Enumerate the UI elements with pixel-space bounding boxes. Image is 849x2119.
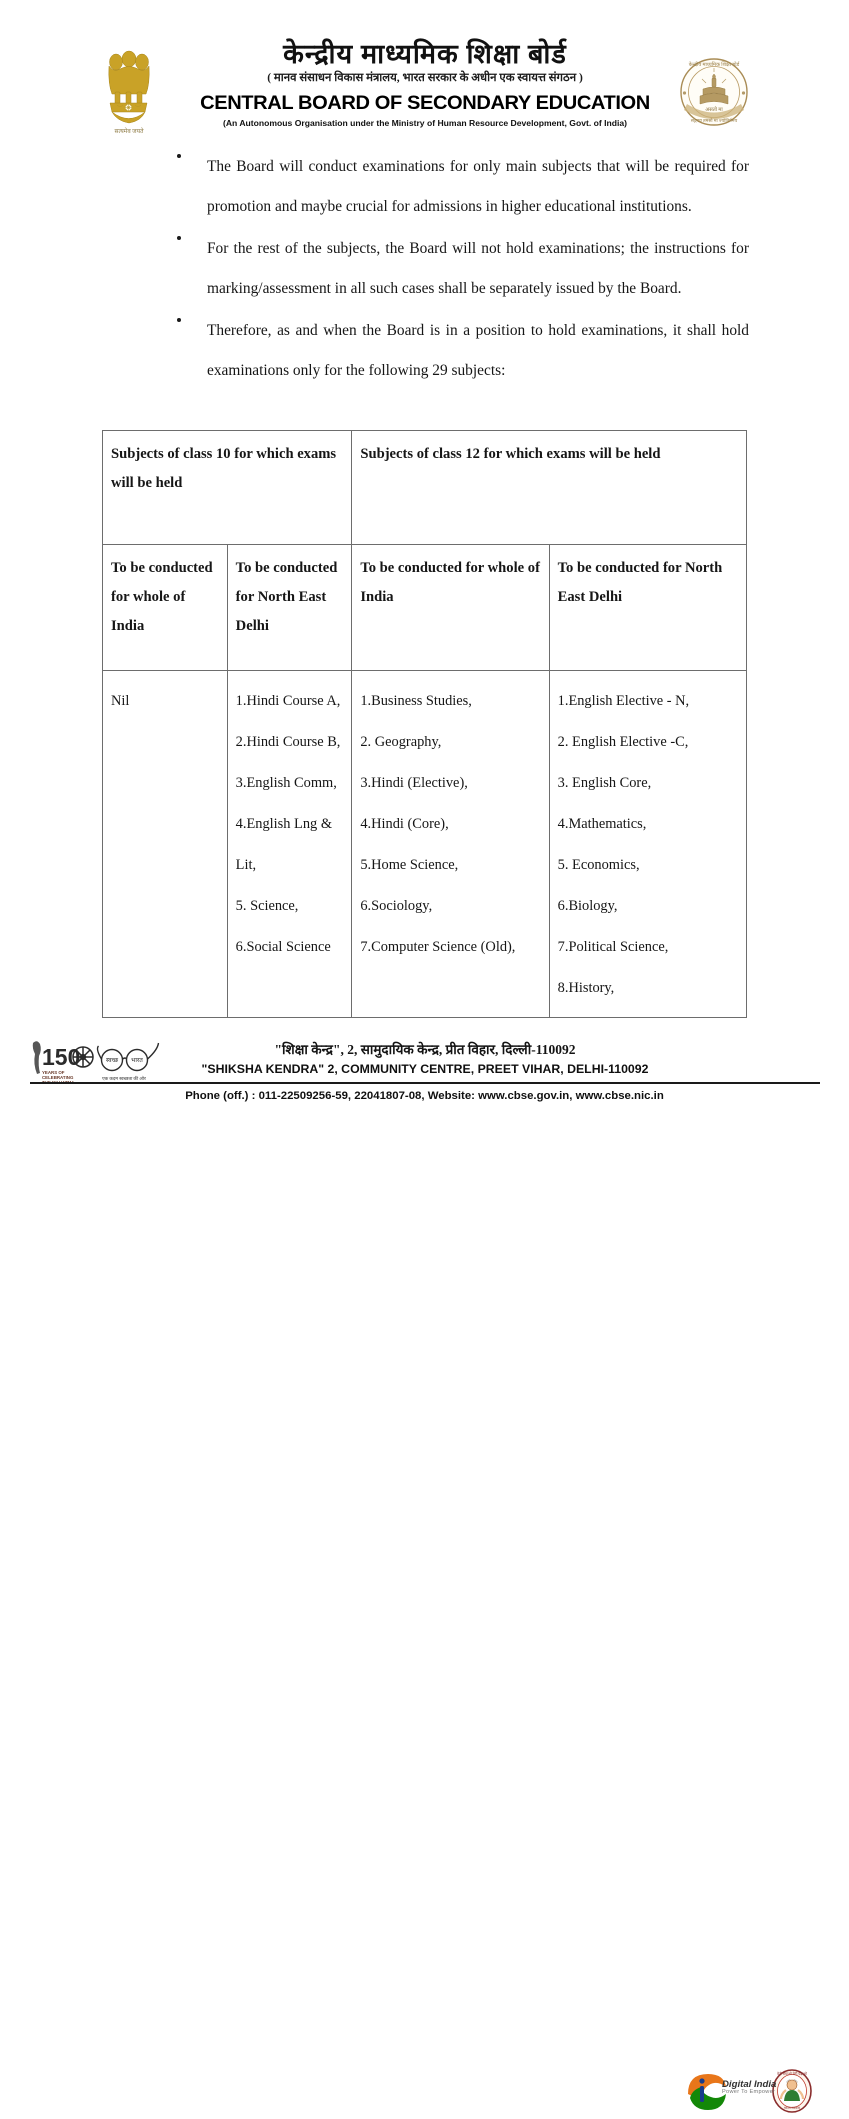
table-column-header-row: [103, 545, 747, 671]
hindi-board-subtitle: ( मानव संसाधन विकास मंत्रालय, भारत सरकार के अधीन एक स्वायत्त संगठन ): [267, 72, 583, 85]
subject-entry: 6.Sociology,: [360, 898, 433, 914]
subject-entry: 5. Science,: [235, 898, 299, 914]
glasses-left-text: स्वच्छ: [105, 1058, 119, 1064]
english-board-title: CENTRAL BOARD OF SECONDARY EDUCATION: [200, 92, 650, 115]
cell-class10-north-east-delhi: [227, 671, 352, 1018]
bullet-text: Therefore, as and when the Board is in a position to hold examinations, it shall hold examinations only for the following 29 subjects:: [207, 322, 749, 379]
address-english: "SHIKSHA KENDRA" 2, COMMUNITY CENTRE, PREET VIHAR, DELHI-110092: [201, 1062, 649, 1076]
footer-phone-line: Phone (off.) : 011-22509256-59, 22041807-08, Website: www.cbse.gov.in, www.cbse.nic.in: [185, 1090, 664, 1102]
national-emblem-icon: [100, 42, 158, 140]
subject-entry: Nil: [111, 693, 130, 709]
seal-bottom-text: सद्गमय तमसो मा ज्योतिर्गमय: [690, 118, 738, 123]
footer-divider: [30, 1082, 820, 1084]
bullet-text: The Board will conduct examinations for only main subjects that will be required for promotion and maybe crucial for admissions in higher educational institutions.: [207, 158, 749, 215]
subjects-table: [102, 430, 747, 1018]
subject-entry: 7.Political Science,: [557, 939, 669, 955]
swachh-bharat-glasses-icon: [98, 1043, 159, 1071]
document-footer: [0, 1032, 849, 2110]
subject-entry: 3.English Comm,: [235, 775, 337, 791]
footer-address-block: [175, 1040, 675, 1076]
subject-entry: 2. Geography,: [360, 734, 442, 750]
table-group-header-row: [103, 431, 747, 545]
digital-india-title: Digital India: [722, 2079, 777, 2090]
subject-entry: 6.Biology,: [557, 898, 618, 914]
bullet-dot-icon: [177, 318, 181, 322]
table-row: [103, 671, 747, 1018]
address-hindi: "शिक्षा केन्द्र", 2, सामुदायिक केन्द्र, प्रीत विहार, दिल्ली-110092: [274, 1042, 576, 1057]
seal-center-text: असतो मा: [705, 107, 723, 113]
subject-entry: 3. English Core,: [557, 775, 652, 791]
notice-bullet-list: [177, 147, 749, 393]
svg-text:CELEBRATING: CELEBRATING: [42, 1075, 74, 1080]
subject-entry: 5. Economics,: [557, 857, 640, 873]
cell-class12-whole-india: [352, 671, 549, 1018]
subject-entry: 3.Hindi (Elective),: [360, 775, 468, 791]
subject-entry: 6.Social Science: [235, 939, 331, 955]
list-item: [177, 147, 749, 227]
subject-entry: 1.Business Studies,: [360, 693, 472, 709]
group-header-class12: Subjects of class 12 for which exams will be held: [352, 431, 747, 545]
subject-entry: 7.Computer Science (Old),: [360, 939, 516, 955]
subject-entry: 1.English Elective - N,: [557, 693, 690, 709]
subject-entry: 5.Home Science,: [360, 857, 459, 873]
subject-entry: 2.Hindi Course B,: [235, 734, 341, 750]
column-header-class12-whole-india: To be conducted for whole of India: [352, 545, 549, 671]
header-title-block: [190, 40, 660, 128]
bullet-text: For the rest of the subjects, the Board will not hold examinations; the instructions for marking/assessment in all such cases shall be separately issued by the Board.: [207, 240, 749, 297]
list-item: [177, 311, 749, 391]
subject-entry: 4.Mathematics,: [557, 816, 647, 832]
emblem-caption-text: सत्यमेव जयते: [114, 129, 144, 135]
column-header-class10-whole-india: To be conducted for whole of India: [103, 545, 228, 671]
column-header-class12-north-east-delhi: To be conducted for North East Delhi: [549, 545, 746, 671]
column-header-class10-north-east-delhi: To be conducted for North East Delhi: [227, 545, 352, 671]
bullet-dot-icon: [177, 154, 181, 158]
subject-entry: 4.English Lng & Lit,: [235, 816, 333, 873]
subject-entry: 2. English Elective -C,: [557, 734, 689, 750]
group-header-class10: Subjects of class 10 for which exams will be held: [103, 431, 352, 545]
digital-india-wordmark: [722, 2080, 776, 2096]
logo-150-text: 150: [42, 1044, 81, 1070]
digital-india-tagline: Power To Empower: [722, 2089, 776, 2096]
mahatma-150-years-logo-icon: [26, 1035, 161, 1087]
subject-entry: 4.Hindi (Core),: [360, 816, 449, 832]
bullet-dot-icon: [177, 236, 181, 240]
hindi-board-title: केन्द्रीय माध्यमिक शिक्षा बोर्ड: [283, 39, 567, 69]
beti-bachao-beti-padhao-logo-icon: [773, 2070, 811, 2112]
cell-class10-whole-india: [103, 671, 228, 1018]
svg-text:भारत सरकार: भारत सरकार: [784, 2106, 800, 2110]
cbse-seal-icon: [670, 48, 758, 136]
list-item: [177, 229, 749, 309]
seal-top-text: केन्द्रीय माध्यमिक शिक्षा बोर्ड: [688, 62, 740, 68]
svg-text:YEARS OF: YEARS OF: [42, 1070, 65, 1075]
document-header: [0, 40, 849, 145]
subject-entry: 1.Hindi Course A,: [235, 693, 341, 709]
english-board-subtitle: (An Autonomous Organisation under the Ministry of Human Resource Development, Govt. of India): [222, 118, 628, 129]
cell-class12-north-east-delhi: [549, 671, 746, 1018]
subject-entry: 8.History,: [557, 980, 615, 996]
digital-india-logo-icon: [688, 2074, 726, 2110]
svg-text:बेटी बचाओ बेटी पढ़ाओ: बेटी बचाओ बेटी पढ़ाओ: [777, 2072, 807, 2076]
glasses-right-text: भारत: [131, 1058, 143, 1064]
glasses-caption-text: एक कदम स्वच्छता की ओर: [102, 1076, 146, 1081]
